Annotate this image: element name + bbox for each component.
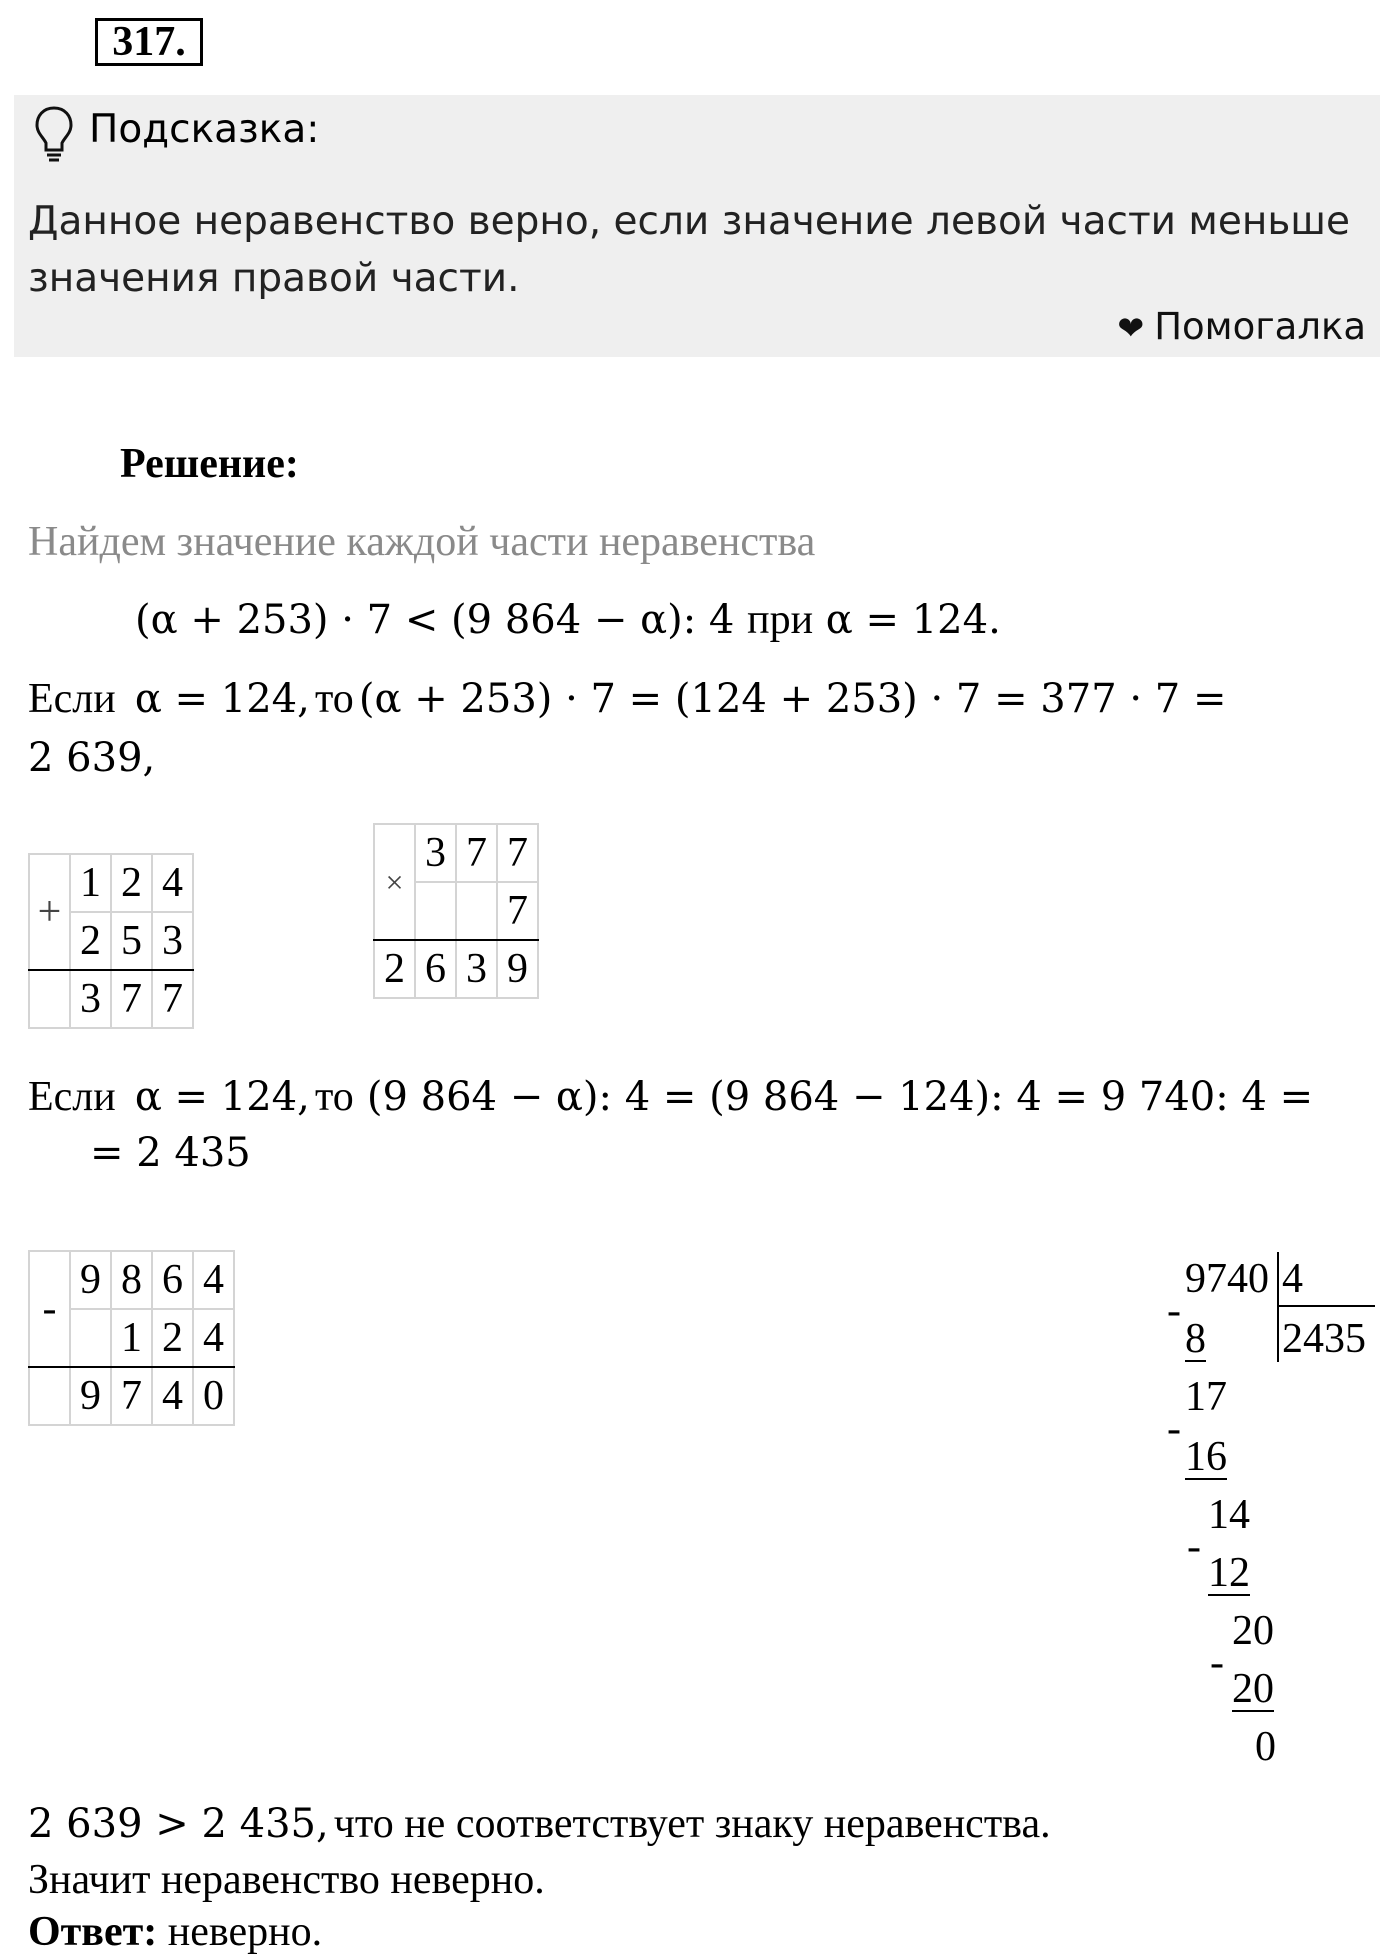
division-step: 8 [1185, 1316, 1206, 1362]
hint-box [14, 95, 1380, 357]
case1-expression: (α + 253) · 7 = (124 + 253) · 7 = 377 · 7 = [358, 676, 1227, 722]
grid-cell [29, 1367, 70, 1425]
grid-cell: 4 [193, 1251, 234, 1309]
division-step: 20 [1232, 1608, 1274, 1654]
division-bar [1277, 1252, 1279, 1362]
minus-sign: - [29, 1251, 70, 1367]
minus-sign: - [1210, 1640, 1224, 1686]
grid-cell: 7 [497, 882, 538, 940]
conclusion: Значит неравенство неверно. [28, 1857, 545, 1903]
inequality [135, 596, 1001, 644]
grid-cell: 2 [70, 912, 111, 970]
division-step: 17 [1185, 1374, 1227, 1420]
solution-intro: Найдем значение каждой части неравенства [28, 519, 816, 565]
inequality-word: при [747, 597, 814, 643]
grid-cell [456, 882, 497, 940]
grid-cell: 4 [152, 854, 193, 912]
quotient: 2435 [1282, 1316, 1366, 1362]
grid-cell: 3 [70, 970, 111, 1028]
plus-sign: + [29, 854, 70, 970]
inequality-condition: α = 124. [825, 597, 1001, 643]
inequality-expression: (α + 253) · 7 < (9 864 − α): 4 [135, 597, 735, 643]
grid-cell: 5 [111, 912, 152, 970]
hint-title: Подсказка: [89, 107, 320, 152]
grid-cell: 3 [415, 824, 456, 882]
division-step: 0 [1255, 1724, 1276, 1770]
case1-prefix: Если [28, 676, 116, 722]
case2-line [28, 1073, 1313, 1121]
answer-line [28, 1908, 322, 1956]
hint-text: Данное неравенство верно, если значение левой части меньше значения правой части. [28, 199, 1350, 301]
grid-cell: 2 [374, 940, 415, 998]
addition-grid [28, 853, 194, 1029]
grid-cell [29, 970, 70, 1028]
grid-cell: 4 [193, 1309, 234, 1367]
grid-cell: 1 [111, 1309, 152, 1367]
grid-cell: 0 [193, 1367, 234, 1425]
grid-cell: 6 [415, 940, 456, 998]
case1-result: 2 639, [28, 735, 156, 781]
case2-result: = 2 435 [90, 1130, 251, 1176]
case2-prefix: Если [28, 1074, 116, 1120]
grid-cell: 1 [70, 854, 111, 912]
grid-cell: 2 [111, 854, 152, 912]
case1-line [28, 675, 1226, 723]
grid-cell: 7 [152, 970, 193, 1028]
case1-lhs: α = 124, [134, 676, 310, 722]
grid-cell: 9 [70, 1251, 111, 1309]
grid-cell: 7 [111, 1367, 152, 1425]
case2-expression: (9 864 − α): 4 = (9 864 − 124): 4 = 9 740: 4 = [366, 1074, 1314, 1120]
divisor: 4 [1282, 1256, 1303, 1302]
division-bar [1279, 1305, 1375, 1307]
minus-sign: - [1187, 1524, 1201, 1570]
solution-heading: Решение: [120, 441, 299, 487]
grid-cell [70, 1309, 111, 1367]
pomogalka-link[interactable] [1117, 305, 1366, 348]
lightbulb-icon [33, 104, 75, 164]
grid-cell: 9 [70, 1367, 111, 1425]
answer-label: Ответ: [28, 1909, 158, 1955]
case2-lhs: α = 124, [134, 1074, 310, 1120]
times-sign: × [374, 824, 415, 940]
heart-icon: ❤ [1117, 309, 1145, 347]
grid-cell: 3 [152, 912, 193, 970]
multiplication-grid [373, 823, 539, 999]
pomogalka-label: Помогалка [1154, 305, 1366, 348]
minus-sign: - [1167, 1288, 1181, 1334]
division-step: 12 [1208, 1550, 1250, 1596]
subtraction-grid [28, 1250, 235, 1426]
minus-sign: - [1167, 1406, 1181, 1452]
division-step: 16 [1185, 1434, 1227, 1480]
comparison-text: что не соответствует знаку неравенства. [333, 1801, 1051, 1847]
grid-cell: 8 [111, 1251, 152, 1309]
grid-cell: 2 [152, 1309, 193, 1367]
grid-cell: 9 [497, 940, 538, 998]
comparison: 2 639 > 2 435, [28, 1801, 329, 1847]
task-number: 317. [95, 18, 203, 66]
case2-word: то [314, 1074, 354, 1120]
grid-cell: 4 [152, 1367, 193, 1425]
grid-cell: 7 [111, 970, 152, 1028]
division-step: 14 [1208, 1492, 1250, 1538]
grid-cell [415, 882, 456, 940]
comparison-line [28, 1800, 1051, 1848]
division-step: 20 [1232, 1666, 1274, 1712]
grid-cell: 3 [456, 940, 497, 998]
answer-value: неверно. [167, 1909, 323, 1955]
grid-cell: 7 [497, 824, 538, 882]
dividend: 9740 [1185, 1256, 1269, 1302]
grid-cell: 7 [456, 824, 497, 882]
case1-word: то [314, 676, 354, 722]
grid-cell: 6 [152, 1251, 193, 1309]
